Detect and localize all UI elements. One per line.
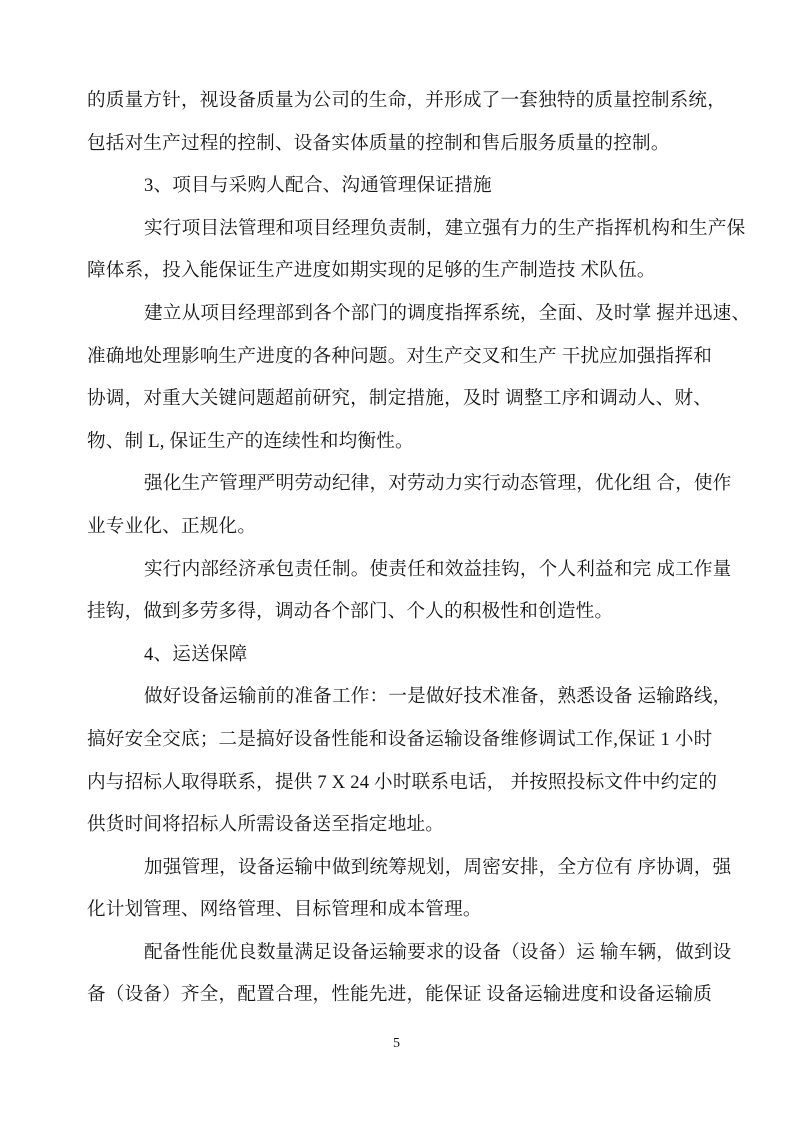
text-line: 建立从项目经理部到各个部门的调度指挥系统，全面、及时掌 握并迅速、 bbox=[144, 302, 751, 324]
text-line: 做好设备运输前的准备工作：一是做好技术准备，熟悉设备 运输路线， bbox=[144, 686, 732, 708]
text-line: 挂钩，做到多劳多得，调动各个部门、个人的积极性和创造性。 bbox=[87, 601, 614, 623]
page-footer bbox=[0, 1034, 793, 1052]
text-line: 内与招标人取得联系，提供 7 X 24 小时联系电话， 并按照投标文件中约定的 bbox=[87, 771, 718, 793]
text-line: 障体系，投入能保证生产进度如期实现的足够的生产制造技 术队伍。 bbox=[87, 260, 656, 282]
text-line: 3、项目与采购人配合、沟通管理保证措施 bbox=[144, 175, 492, 197]
text-line: 协调，对重大关键问题超前研究，制定措施，及时 调整工序和调动人、财、 bbox=[87, 388, 713, 410]
text-line: 化计划管理、网络管理、目标管理和成本管理。 bbox=[87, 899, 482, 921]
text-line: 物、制 L, 保证生产的连续性和均衡性。 bbox=[87, 430, 414, 452]
text-line: 强化生产管理严明劳动纪律，对劳动力实行动态管理，优化组 合，使作 bbox=[144, 473, 732, 495]
text-line: 4、运送保障 bbox=[144, 643, 248, 665]
text-line: 加强管理，设备运输中做到统筹规划，周密安排，全方位有 序协调，强 bbox=[144, 856, 732, 878]
text-line: 包括对生产过程的控制、设备实体质量的控制和售后服务质量的控制。 bbox=[87, 132, 670, 154]
text-line: 供货时间将招标人所需设备送至指定地址。 bbox=[87, 814, 445, 836]
text-line: 搞好安全交底；二是搞好设备性能和设备运输设备维修调试工作,保证 1 小时 bbox=[87, 728, 713, 750]
text-line: 备（设备）齐全，配置合理，性能先进，能保证 设备运输进度和设备运输质 bbox=[87, 984, 713, 1006]
text-line: 业专业化、正规化。 bbox=[87, 515, 257, 537]
text-line: 准确地处理影响生产进度的各种问题。对生产交叉和生产 干扰应加强指挥和 bbox=[87, 345, 713, 367]
text-line: 实行项目法管理和项目经理负责制，建立强有力的生产指挥机构和生产保 bbox=[144, 217, 746, 239]
text-line: 实行内部经济承包责任制。使责任和效益挂钩，个人利益和完 成工作量 bbox=[144, 558, 732, 580]
text-line: 配备性能优良数量满足设备运输要求的设备（设备）运 输车辆，做到设 bbox=[144, 941, 732, 963]
page-number: 5 bbox=[393, 1036, 400, 1051]
text-line: 的质量方针，视设备质量为公司的生命，并形成了一套独特的质量控制系统， bbox=[87, 90, 726, 111]
document-body bbox=[87, 80, 751, 1017]
